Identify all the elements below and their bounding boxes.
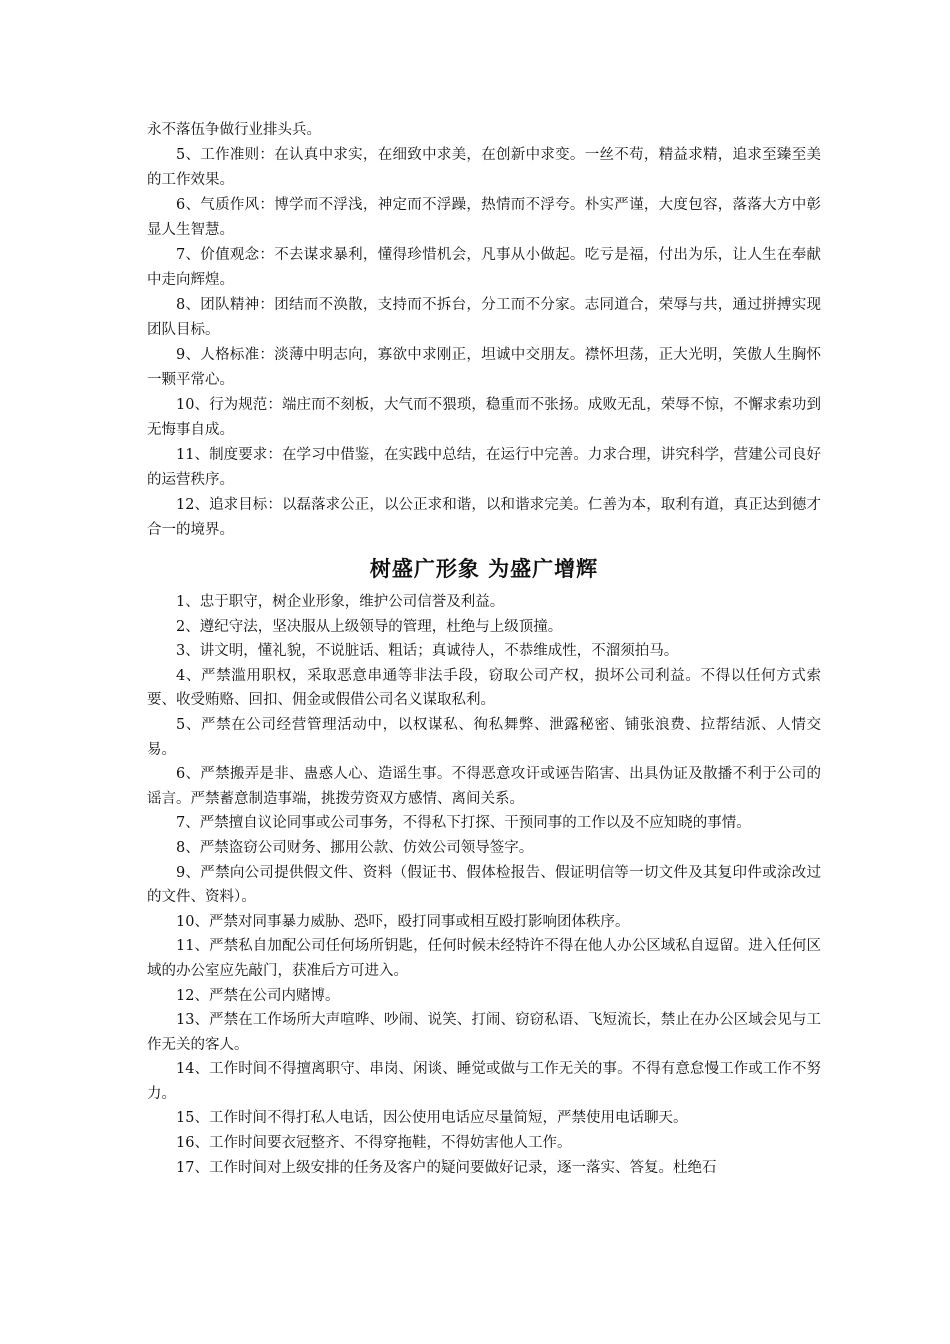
section-conduct-rules xyxy=(147,555,821,1180)
paragraph: 9、人格标准：淡薄中明志向，寡欲中求刚正，坦诚中交朋友。襟怀坦荡，正大光明，笑傲人生胸怀一颗平常心。 xyxy=(147,347,821,388)
rule-item: 2、遵纪守法，坚决服从上级领导的管理，杜绝与上级顶撞。 xyxy=(176,618,563,635)
section-principles xyxy=(147,118,821,543)
rule-item: 1、忠于职守，树企业形象，维护公司信誉及利益。 xyxy=(176,594,505,610)
rule-item: 5、严禁在公司经营管理活动中，以权谋私、徇私舞弊、泄露秘密、铺张浪费、拉帮结派、人情交易。 xyxy=(147,716,821,758)
rule-item: 8、严禁盗窃公司财务、挪用公款、仿效公司领导签字。 xyxy=(176,839,534,856)
rule-item: 10、严禁对同事暴力威胁、恐吓，殴打同事或相互殴打影响团体秩序。 xyxy=(176,913,630,930)
rule-item: 3、讲文明，懂礼貌，不说脏话、粗话；真诚待人，不恭维成性，不溜须拍马。 xyxy=(176,643,679,660)
rule-item: 17、工作时间对上级安排的任务及客户的疑问要做好记录，逐一落实、答复。杜绝石 xyxy=(176,1159,717,1176)
rule-item: 9、严禁向公司提供假文件、资料（假证书、假体检报告、假证明信等一切文件及其复印件或涂改过的文件、资料）。 xyxy=(147,864,821,906)
rule-item: 13、严禁在工作场所大声喧哗、吵闹、说笑、打闹、窃窃私语、飞短流长，禁止在办公区域会见与工作无关的客人。 xyxy=(147,1012,821,1053)
rule-item: 15、工作时间不得打私人电话，因公使用电话应尽量简短，严禁使用电话聊天。 xyxy=(176,1110,688,1127)
paragraph: 6、气质作风：博学而不浮浅，神定而不浮躁，热情而不浮夸。朴实严谨，大度包容，落落大方中彰显人生智慧。 xyxy=(147,197,821,238)
paragraph: 10、行为规范：端庄而不刻板，大气而不猥琐，稳重而不张扬。成败无乱，荣辱不惊，不懈求索功到无悔事自成。 xyxy=(147,397,821,438)
rule-item: 4、严禁滥用职权，采取恶意串通等非法手段，窃取公司产权，损坏公司利益。不得以任何方式索要、收受贿赂、回扣、佣金或假借公司名义谋取私利。 xyxy=(147,667,821,709)
rule-item: 16、工作时间要衣冠整齐、不得穿拖鞋，不得妨害他人工作。 xyxy=(176,1135,572,1152)
paragraph: 12、追求目标：以磊落求公正，以公正求和谐，以和谐求完美。仁善为本，取利有道，真正达到德才合一的境界。 xyxy=(147,497,821,538)
rule-item: 6、严禁搬弄是非、蛊惑人心、造谣生事。不得恶意攻讦或诬告陷害、出具伪证及散播不利于公司的谣言。严禁蓄意制造事端，挑拨劳资双方感情、离间关系。 xyxy=(147,766,821,807)
paragraph: 5、工作准则：在认真中求实，在细致中求美，在创新中求变。一丝不苟，精益求精，追求至臻至美的工作效果。 xyxy=(147,147,821,188)
paragraph: 11、制度要求：在学习中借鉴，在实践中总结，在运行中完善。力求合理，讲究科学，营建公司良好的运营秩序。 xyxy=(147,447,821,488)
section-title: 树盛广形象 为盛广增辉 xyxy=(369,556,599,581)
paragraph: 7、价值观念：不去谋求暴利，懂得珍惜机会，凡事从小做起。吃亏是福，付出为乐，让人生在奉献中走向辉煌。 xyxy=(147,247,821,288)
rule-item: 7、严禁擅自议论同事或公司事务，不得私下打探、干预同事的工作以及不应知晓的事情。 xyxy=(176,815,751,832)
paragraph: 8、团队精神：团结而不涣散，支持而不拆台，分工而不分家。志同道合，荣辱与共，通过拼搏实现团队目标。 xyxy=(147,297,821,338)
document-body xyxy=(147,118,821,1180)
rule-list xyxy=(147,590,821,1180)
rule-item: 11、严禁私自加配公司任何场所钥匙，任何时候未经特许不得在他人办公区域私自逗留。进入任何区域的办公室应先敲门，获准后方可进入。 xyxy=(147,938,821,979)
rule-item: 14、工作时间不得擅离职守、串岗、闲谈、睡觉或做与工作无关的事。不得有意怠慢工作或工作不努力。 xyxy=(147,1061,821,1102)
paragraph: 永不落伍争做行业排头兵。 xyxy=(147,122,321,138)
rule-item: 12、严禁在公司内赌博。 xyxy=(176,987,340,1004)
